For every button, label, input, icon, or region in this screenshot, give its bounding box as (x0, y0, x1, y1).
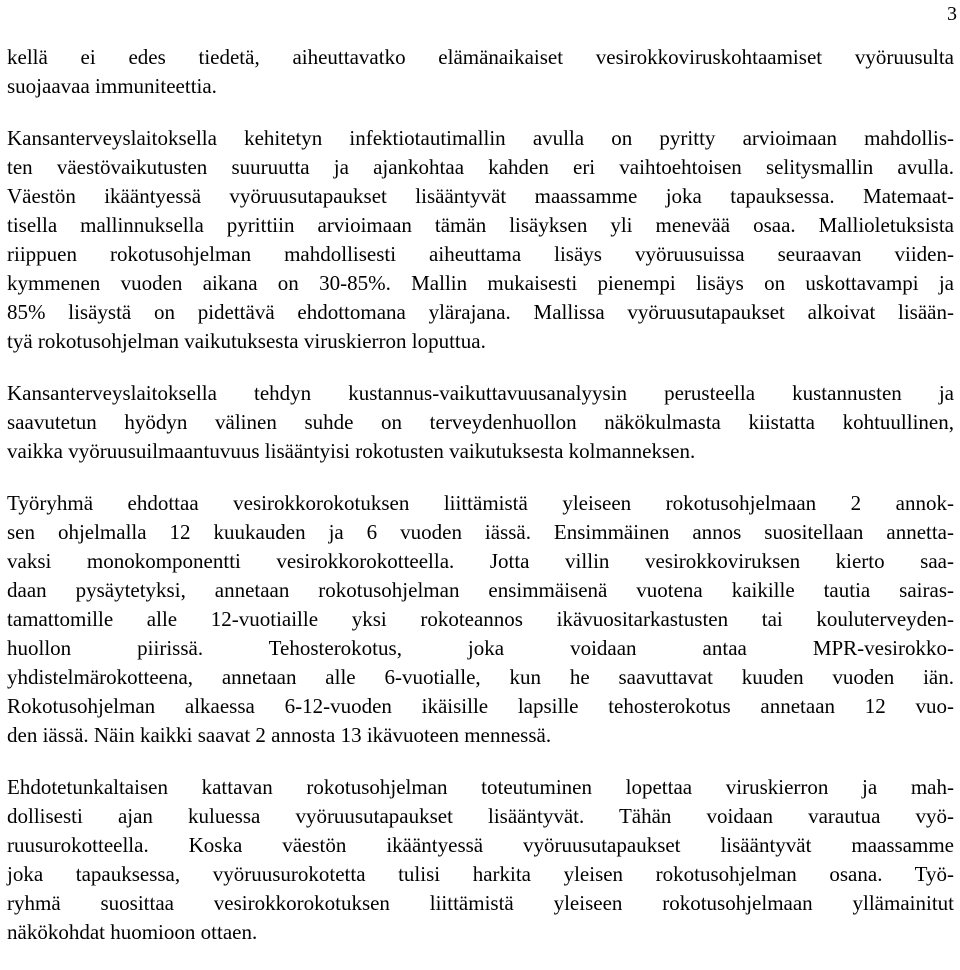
paragraph-5 (7, 773, 954, 947)
text-line: riippuen rokotusohjelman mahdollisesti aiheuttama lisäys vyöruusuissa seuraavan viiden- (7, 242, 954, 266)
text-line: huollon piirissä. Tehosterokotus, joka voidaan antaa MPR-vesirokko- (7, 636, 954, 660)
paragraph-3 (7, 379, 954, 466)
text-line: kymmenen vuoden aikana on 30-85%. Mallin mukaisesti pienempi lisäys on uskottavampi ja (7, 271, 954, 295)
page-number: 3 (947, 3, 957, 25)
text-line: näkökohdat huomioon ottaen. (7, 920, 258, 944)
text-line: ryhmä suosittaa vesirokkorokotuksen liittämistä yleiseen rokotusohjelmaan yllämainitut (7, 891, 954, 915)
text-line: kellä ei edes tiedetä, aiheuttavatko elämänaikaiset vesirokkoviruskohtaamiset vyöruusulta (7, 45, 954, 69)
text-line: suojaavaa immuniteettia. (7, 74, 217, 98)
text-line: daan pysäytetyksi, annetaan rokotusohjelman ensimmäisenä vuotena kaikille tautia sairas- (7, 578, 954, 602)
text-line: Kansanterveyslaitoksella kehitetyn infektiotautimallin avulla on pyritty arvioimaan mahdollis- (7, 126, 954, 150)
paragraph-2 (7, 124, 954, 356)
text-line: tamattomille alle 12-vuotiaille yksi rokoteannos ikävuositarkastusten tai kouluterveyden- (7, 607, 954, 631)
text-line: yhdistelmärokotteena, annetaan alle 6-vuotialle, kun he saavuttavat kuuden vuoden iän. (7, 665, 954, 689)
text-line: Työryhmä ehdottaa vesirokkorokotuksen liittämistä yleiseen rokotusohjelmaan 2 annok- (7, 491, 954, 515)
text-line: Rokotusohjelman alkaessa 6-12-vuoden ikäisille lapsille tehosterokotus annetaan 12 vuo- (7, 694, 954, 718)
text-line: Ehdotetunkaltaisen kattavan rokotusohjelman toteutuminen lopettaa viruskierron ja mah- (7, 775, 954, 799)
text-line: ruusurokotteella. Koska väestön ikääntyessä vyöruusutapaukset lisääntyvät maassamme (7, 833, 954, 857)
text-line: ten väestövaikutusten suuruutta ja ajankohtaa kahden eri vaihtoehtoisen selitysmallin avulla. (7, 155, 954, 179)
text-line: Väestön ikääntyessä vyöruusutapaukset lisääntyvät maassamme joka tapauksessa. Matemaat- (7, 184, 954, 208)
text-line: tyä rokotusohjelman vaikutuksesta viruskierron loputtua. (7, 329, 486, 353)
text-line: dollisesti ajan kuluessa vyöruusutapaukset lisääntyvät. Tähän voidaan varautua vyö- (7, 804, 954, 828)
text-line: sen ohjelmalla 12 kuukauden ja 6 vuoden iässä. Ensimmäinen annos suositellaan annetta- (7, 520, 954, 544)
text-line: saavutetun hyödyn välinen suhde on terveydenhuollon näkökulmasta kiistatta kohtuullinen, (7, 410, 954, 434)
paragraph-1 (7, 43, 954, 101)
text-line: tisella mallinnuksella pyrittiin arvioimaan tämän lisäyksen yli menevää osaa. Mallioletuksista (7, 213, 954, 237)
text-line: den iässä. Näin kaikki saavat 2 annosta 13 ikävuoteen mennessä. (7, 723, 552, 747)
document-body (7, 43, 954, 970)
text-line: 85% lisäystä on pidettävä ehdottomana ylärajana. Mallissa vyöruusutapaukset alkoivat lisään- (7, 300, 954, 324)
text-line: vaksi monokomponentti vesirokkorokotteella. Jotta villin vesirokkoviruksen kierto saa- (7, 549, 954, 573)
text-line: joka tapauksessa, vyöruusurokotetta tulisi harkita yleisen rokotusohjelman osana. Työ- (7, 862, 954, 886)
text-line: Kansanterveyslaitoksella tehdyn kustannus-vaikuttavuusanalyysin perusteella kustannusten ja (7, 381, 954, 405)
text-line: vaikka vyöruusuilmaantuvuus lisääntyisi rokotusten vaikutuksesta kolmanneksen. (7, 439, 696, 463)
paragraph-4 (7, 489, 954, 750)
